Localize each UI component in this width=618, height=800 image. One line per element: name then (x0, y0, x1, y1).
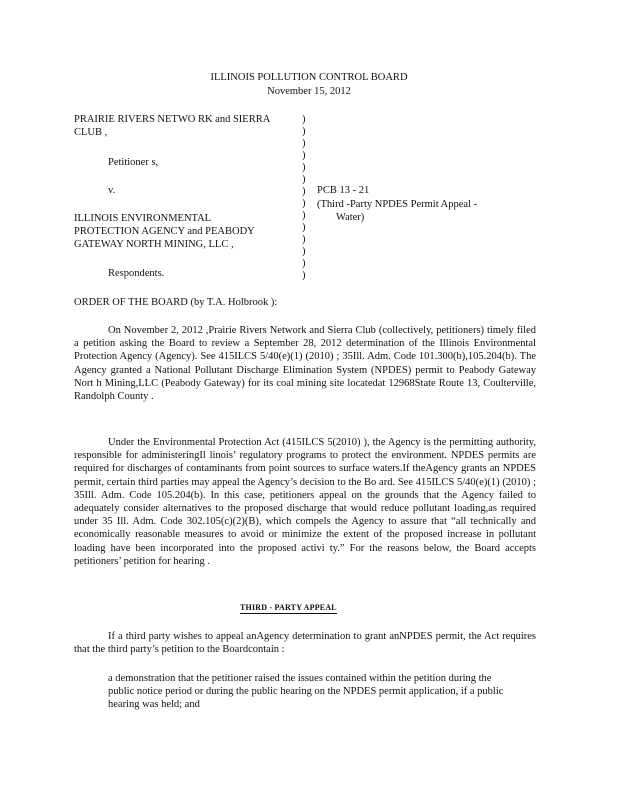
order-date: November 15, 2012 (267, 86, 351, 97)
board-title: ILLINOIS POLLUTION CONTROL BOARD (210, 72, 408, 83)
respondents-name-line1: ILLINOIS ENVIRONMENTAL (74, 213, 212, 224)
versus: v. (108, 185, 116, 196)
case-number: PCB 13 - 21 (317, 185, 370, 196)
section-heading-third-party-appeal: THIRD - PARTY APPEAL (240, 603, 337, 612)
petitioners-role: Petitioner s, (108, 157, 159, 168)
petitioners-name-line1: PRAIRIE RIVERS NETWO RK and SIERRA (74, 114, 271, 125)
case-type-line1: (Third -Party NPDES Permit Appeal - (317, 199, 478, 210)
respondents-role: Respondents. (108, 268, 165, 279)
paragraph-requirements: If a third party wishes to appeal anAgency determination to grant anNPDES permit, the Act requires that the third party’s petition to the Boardcontain : (74, 631, 536, 656)
petitioners-name-line2: CLUB , (74, 127, 108, 138)
paragraph-npdes-appeal: Under the Environmental Protection Act (415ILCS 5(2010) ), the Agency is the permitting authority, responsible for administeringIl linois’ regulatory programs to protect the environment. NPDES permits are required for discharges of contaminants from point sources to surface waters.If theAgency grants an NPDES permit, certain third parties may appeal the Agency’s decision to the Bo ard. See 415ILCS 5/40(e)(1) (2010) ; 35Ill. Adm. Code 105.204(b). In this case, petitioners appeal on the grounds that the Agency failed to adequately consider alternatives to the proposed discharge that would reduce pollutant loading,as required under 35 Ill. Adm. Code 302.105(c)(2)(B), which compels the Agency to assure that “all technically and economically reasonable measures to avoid or minimize the extent of the proposed increase in pollutant loading have been incorporated into the proposed activi ty.” For the reasons below, the Board accepts petitioners’ petition for hearing . (74, 437, 536, 567)
respondents-name-line3: GATEWAY NORTH MINING, LLC , (74, 239, 234, 250)
paragraph-background: On November 2, 2012 ,Prairie Rivers Network and Sierra Club (collectively, petitioners) timely filed a petition asking the Board to review a September 28, 2012 determination of the Illinois Environmental Protection Agency (Agency). See 415ILCS 5/40(e)(1) (2010) ; 35Ill. Adm. Code 101.300(b),105.204(b). The Agency granted a National Pollutant Discharge Elimination System (NPDES) permit to Peabody Gateway Nort h Mining,LLC (Peabody Gateway) for its coal mining site locatedat 12968State Route 13, Coulterville, Randolph County . (74, 325, 536, 403)
order-heading: ORDER OF THE BOARD (by T.A. Holbrook ): (74, 297, 278, 308)
block-quote: a demonstration that the petitioner raised the issues contained within the petition during the public notice period or during the public hearing on the NPDES permit application, if a public hearing was held; and (108, 673, 504, 711)
respondents-name-line2: PROTECTION AGENCY and PEABODY (74, 226, 255, 237)
case-type-line2: Water) (336, 212, 365, 223)
caption-parentheses: ) ) ) ) ) ) ) ) ) ) ) ) ) ) (302, 114, 306, 281)
